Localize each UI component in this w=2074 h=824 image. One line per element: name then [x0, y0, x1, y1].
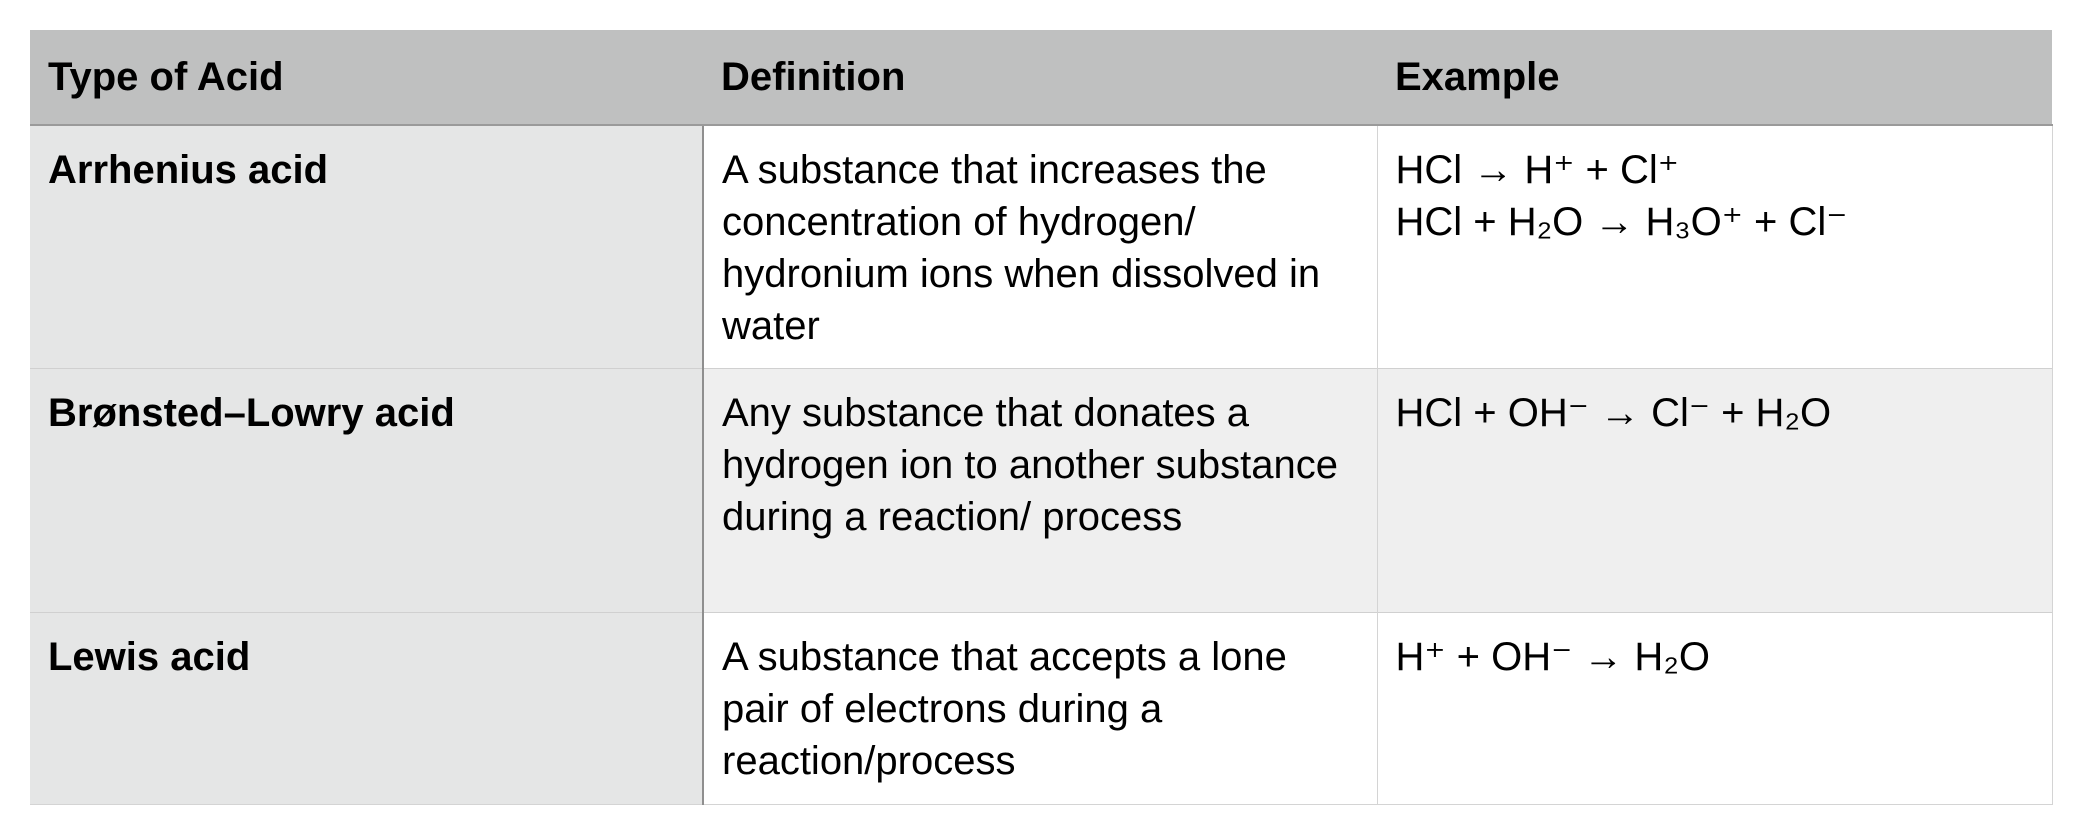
header-example: Example	[1377, 30, 2052, 125]
example-cell	[1377, 612, 2052, 804]
acid-type-cell: Lewis acid	[30, 612, 703, 804]
example-equation: HCl + H₂O → H₃O⁺ + Cl⁻	[1395, 200, 1848, 244]
example-equation: H⁺ + OH⁻ → H₂O	[1395, 634, 1710, 679]
header-definition: Definition	[703, 30, 1377, 125]
definition-cell: Any substance that donates a hydrogen ion to another substance during a reaction/ process	[703, 368, 1377, 612]
example-equation: HCl + OH⁻ → Cl⁻ + H₂O	[1395, 390, 1832, 435]
acid-type-cell: Arrhenius acid	[30, 125, 703, 368]
acid-type-cell: Brønsted–Lowry acid	[30, 368, 703, 612]
acid-types-table	[30, 30, 2053, 805]
table-header	[30, 30, 2052, 125]
example-cell	[1377, 125, 2052, 368]
table-row	[30, 368, 2052, 612]
example-equation: HCl → H⁺ + Cl⁺	[1395, 148, 1679, 192]
example-cell	[1377, 368, 2052, 612]
header-type-of-acid: Type of Acid	[30, 30, 703, 125]
table-row	[30, 125, 2052, 368]
table-row	[30, 612, 2052, 804]
definition-cell: A substance that accepts a lone pair of electrons during a reaction/process	[703, 612, 1377, 804]
definition-cell: A substance that increases the concentration of hydrogen/ hydronium ions when dissolved in water	[703, 125, 1377, 368]
header-row	[30, 30, 2052, 125]
table-body	[30, 125, 2052, 804]
